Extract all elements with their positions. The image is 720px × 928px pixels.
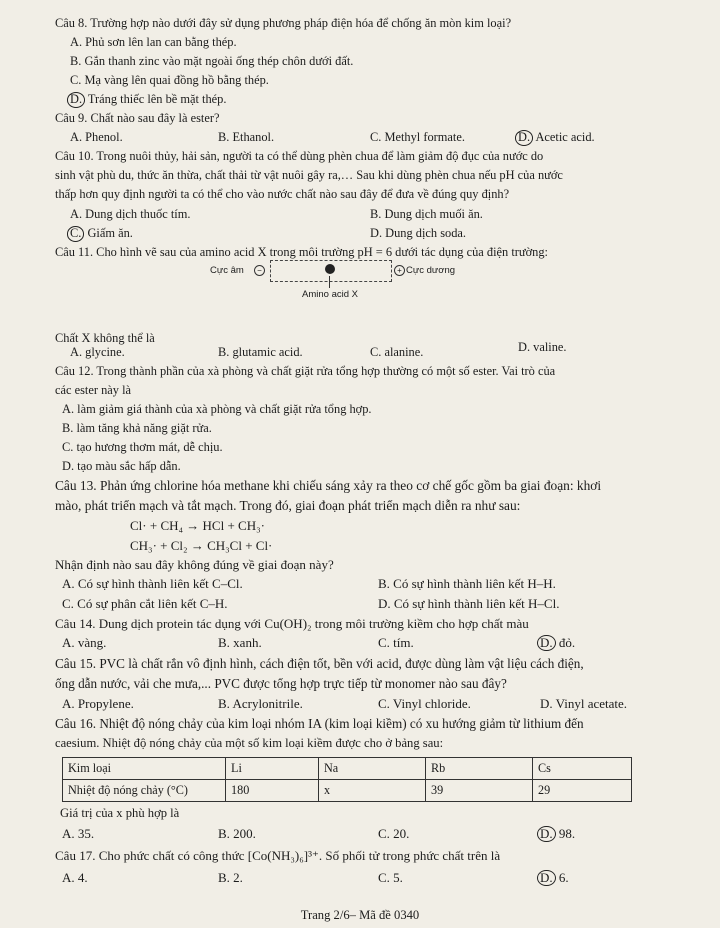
q10-option-c bbox=[70, 226, 133, 242]
q15-option-c: C. Vinyl chloride. bbox=[378, 696, 471, 711]
q9-option-c: C. Methyl formate. bbox=[370, 130, 465, 144]
q16-line2: caesium. Nhiệt độ nóng chảy của một số kim loại kiềm được cho ở bảng sau: bbox=[55, 736, 444, 750]
q17-option-b: B. 2. bbox=[218, 870, 243, 885]
q12-option-b: B. làm tăng khả năng giặt rửa. bbox=[62, 421, 212, 435]
q14-answer-mark: D. bbox=[537, 635, 556, 651]
q9-option-d bbox=[518, 130, 595, 146]
q11-option-b: B. glutamic acid. bbox=[218, 345, 303, 359]
table-row bbox=[63, 758, 632, 780]
q11-stem: Câu 11. Cho hình vẽ sau của amino acid X trong môi trường pH = 6 dưới tác dụng của điện trường: bbox=[55, 245, 548, 259]
q10-line2: sinh vật phù du, thức ăn thừa, chất thải từ vật nuôi gây ra,… Sau khi dùng phèn chua nếu pH của nước bbox=[55, 168, 563, 182]
q9-option-a: A. Phenol. bbox=[70, 130, 123, 144]
q17-stem: Câu 17. Cho phức chất có công thức [Co(NH₃)₆]³⁺. Số phối tử trong phức chất trên là bbox=[55, 848, 501, 863]
q12-option-c: C. tạo hương thơm mát, dễ chịu. bbox=[62, 440, 223, 454]
q10-line1: Câu 10. Trong nuôi thủy, hải sản, người ta có thể dùng phèn chua để làm giảm độ đục của nước do bbox=[55, 149, 544, 163]
q13-option-c: C. Có sự phân cắt liên kết C–H. bbox=[62, 596, 228, 611]
table-cell: Li bbox=[226, 758, 319, 780]
q10-option-c-text: Giấm ăn. bbox=[84, 226, 133, 240]
q16-option-d bbox=[540, 826, 575, 842]
table-cell: Cs bbox=[533, 758, 632, 780]
q12-line2: các ester này là bbox=[55, 383, 132, 397]
table-cell: Rb bbox=[426, 758, 533, 780]
q12-option-a: A. làm giảm giá thành của xà phòng và chất giặt rửa tổng hợp. bbox=[62, 402, 372, 416]
q12-line1: Câu 12. Trong thành phần của xà phòng và chất giặt rửa tổng hợp thường có một số ester. Vai trò của bbox=[55, 364, 556, 378]
table-cell: Nhiệt độ nóng chảy (°C) bbox=[63, 780, 226, 802]
amino-acid-particle bbox=[325, 264, 335, 274]
q12-option-d: D. tạo màu sắc hấp dẫn. bbox=[62, 459, 181, 473]
q17-option-a: A. 4. bbox=[62, 870, 88, 885]
q13-line2: mào, phát triển mạch và tắt mạch. Trong đó, giai đoạn phát triển mạch diễn ra như sau: bbox=[55, 498, 521, 513]
electrophoresis-diagram bbox=[210, 256, 480, 306]
q10-option-d: D. Dung dịch soda. bbox=[370, 226, 467, 240]
table-cell: x bbox=[319, 780, 426, 802]
q16-option-b: B. 200. bbox=[218, 826, 256, 841]
q8-answer-mark: D. bbox=[67, 92, 85, 108]
q15-option-d: D. Vinyl acetate. bbox=[540, 696, 628, 711]
table-cell: Kim loại bbox=[63, 758, 226, 780]
q11-option-c: C. alanine. bbox=[370, 345, 424, 359]
q13-line1: Câu 13. Phản ứng chlorine hóa methane khi chiếu sáng xảy ra theo cơ chế gốc gồm ba giai đoạn: khơi bbox=[55, 478, 602, 493]
q13-equation-1: Cl· + CH₄ → HCl + CH₃· bbox=[130, 518, 265, 533]
q13-option-d: D. Có sự hình thành liên kết H–Cl. bbox=[378, 596, 560, 611]
q8-stem: Câu 8. Trường hợp nào dưới đây sử dụng phương pháp điện hóa để chống ăn mòn kim loại? bbox=[55, 16, 512, 30]
table-cell: 180 bbox=[226, 780, 319, 802]
q15-line1: Câu 15. PVC là chất rắn vô định hình, cách điện tốt, bền với acid, được dùng làm vật liệu cách điện, bbox=[55, 656, 584, 671]
table-row bbox=[63, 780, 632, 802]
particle-label: Amino acid X bbox=[302, 289, 358, 300]
q13-question: Nhận định nào sau đây không đúng về giai đoạn này? bbox=[55, 557, 334, 572]
q9-answer-mark: D. bbox=[515, 130, 533, 146]
cathode-sign: − bbox=[254, 265, 265, 276]
q8-option-b: B. Gắn thanh zinc vào mặt ngoài ống thép chôn dưới đất. bbox=[70, 54, 354, 68]
q10-option-a: A. Dung dịch thuốc tím. bbox=[70, 207, 191, 221]
q14-stem: Câu 14. Dung dịch protein tác dụng với Cu(OH)₂ trong môi trường kiềm cho hợp chất màu bbox=[55, 616, 529, 631]
page-footer: Trang 2/6– Mã đề 0340 bbox=[300, 908, 420, 922]
q8-option-d bbox=[70, 92, 226, 108]
pointer-arrow bbox=[329, 276, 330, 288]
q11-option-d: D. valine. bbox=[518, 340, 567, 354]
q14-option-a: A. vàng. bbox=[62, 635, 107, 650]
q17-option-c: C. 5. bbox=[378, 870, 403, 885]
table-cell: Na bbox=[319, 758, 426, 780]
q10-answer-mark: C. bbox=[67, 226, 84, 242]
q9-option-d-text: Acetic acid. bbox=[533, 130, 595, 144]
q17-option-d bbox=[540, 870, 569, 886]
q9-stem: Câu 9. Chất nào sau đây là ester? bbox=[55, 111, 220, 125]
q11-option-a: A. glycine. bbox=[70, 345, 125, 359]
q14-option-d bbox=[540, 635, 575, 651]
q14-option-c: C. tím. bbox=[378, 635, 414, 650]
q16-option-c: C. 20. bbox=[378, 826, 410, 841]
q8-option-d-text: Tráng thiếc lên bề mặt thép. bbox=[85, 92, 227, 106]
q8-option-a: A. Phủ sơn lên lan can bằng thép. bbox=[70, 35, 237, 49]
cathode-label: Cực âm bbox=[210, 265, 244, 276]
q15-line2: ống dẫn nước, vải che mưa,... PVC được tổng hợp trực tiếp từ monomer nào sau đây? bbox=[55, 676, 507, 691]
q16-option-d-text: 98. bbox=[555, 826, 576, 841]
melting-point-table bbox=[62, 757, 632, 802]
q14-option-d-text: đỏ. bbox=[555, 635, 576, 650]
q11-question: Chất X không thể là bbox=[55, 331, 155, 345]
q10-option-b: B. Dung dịch muối ăn. bbox=[370, 207, 483, 221]
table-cell: 39 bbox=[426, 780, 533, 802]
q8-option-c: C. Mạ vàng lên quai đồng hồ bằng thép. bbox=[70, 73, 269, 87]
anode-label: Cực dương bbox=[406, 265, 456, 276]
q13-option-a: A. Có sự hình thành liên kết C–Cl. bbox=[62, 576, 243, 591]
q9-option-b: B. Ethanol. bbox=[218, 130, 275, 144]
anode-sign: + bbox=[394, 265, 405, 276]
q17-option-d-text: 6. bbox=[555, 870, 569, 885]
q13-option-b: B. Có sự hình thành liên kết H–H. bbox=[378, 576, 556, 591]
q16-line1: Câu 16. Nhiệt độ nóng chảy của kim loại nhóm IA (kim loại kiềm) có xu hướng giảm từ lithium đến bbox=[55, 716, 584, 731]
q14-option-b: B. xanh. bbox=[218, 635, 262, 650]
q15-option-a: A. Propylene. bbox=[62, 696, 134, 711]
q17-answer-mark: D. bbox=[537, 870, 556, 886]
q13-equation-2: CH₃· + Cl₂ → CH₃Cl + Cl· bbox=[130, 538, 273, 553]
q10-line3: thấp hơn quy định người ta có thể cho vào nước chất nào sau đây để đưa về đúng quy định? bbox=[55, 187, 510, 201]
q15-option-b: B. Acrylonitrile. bbox=[218, 696, 303, 711]
q16-answer-mark: D. bbox=[537, 826, 556, 842]
q16-option-a: A. 35. bbox=[62, 826, 95, 841]
q16-question: Giá trị của x phù hợp là bbox=[60, 806, 180, 820]
table-cell: 29 bbox=[533, 780, 632, 802]
